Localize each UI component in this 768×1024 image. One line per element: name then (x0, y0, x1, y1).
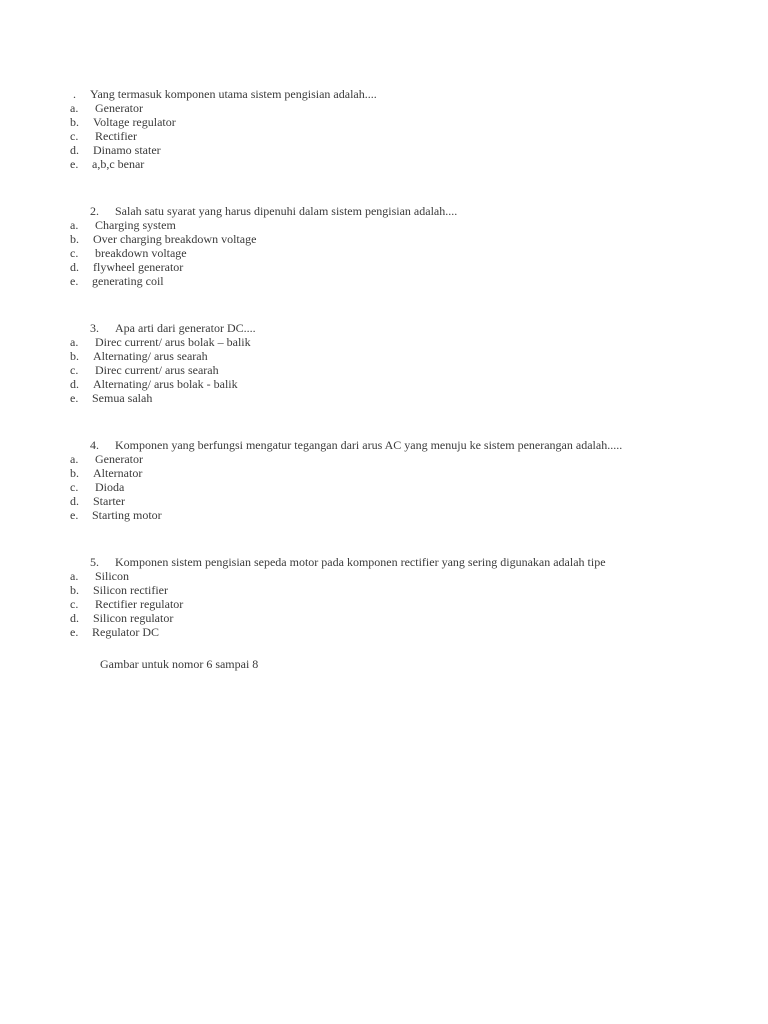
question-text: Salah satu syarat yang harus dipenuhi dalam sistem pengisian adalah.... (115, 204, 458, 218)
option-d (0, 494, 768, 508)
option-letter: a. (70, 335, 79, 349)
option-text: Direc current/ arus bolak – balik (95, 335, 251, 349)
option-letter: e. (70, 391, 79, 405)
option-letter: c. (70, 480, 79, 494)
option-letter: c. (70, 597, 79, 611)
option-a (0, 569, 768, 583)
question-line (0, 87, 768, 101)
option-b (0, 232, 768, 246)
option-d (0, 260, 768, 274)
option-text: Silicon rectifier (93, 583, 168, 597)
option-text: Alternating/ arus searah (93, 349, 208, 363)
option-a (0, 218, 768, 232)
question-text: Apa arti dari generator DC.... (115, 321, 256, 335)
option-letter: e. (70, 157, 79, 171)
question-2 (0, 204, 768, 288)
option-letter: c. (70, 246, 79, 260)
option-c (0, 246, 768, 260)
option-text: Generator (95, 452, 143, 466)
question-number: . (73, 87, 76, 101)
option-b (0, 466, 768, 480)
option-e (0, 274, 768, 288)
option-text: Rectifier regulator (95, 597, 184, 611)
option-letter: e. (70, 274, 79, 288)
option-text: Alternating/ arus bolak - balik (93, 377, 238, 391)
option-e (0, 625, 768, 639)
question-3 (0, 321, 768, 405)
question-number: 3. (90, 321, 99, 335)
option-c (0, 597, 768, 611)
option-b (0, 115, 768, 129)
option-e (0, 391, 768, 405)
option-letter: b. (70, 349, 79, 363)
question-4 (0, 438, 768, 522)
option-letter: a. (70, 452, 79, 466)
option-text: Voltage regulator (93, 115, 176, 129)
option-letter: d. (70, 494, 79, 508)
option-b (0, 349, 768, 363)
option-letter: d. (70, 143, 79, 157)
option-text: Starting motor (92, 508, 162, 522)
option-text: Silicon (95, 569, 130, 583)
option-text: Starter (93, 494, 125, 508)
option-letter: a. (70, 101, 79, 115)
option-letter: d. (70, 377, 79, 391)
option-letter: b. (70, 115, 79, 129)
option-text: Dioda (95, 480, 125, 494)
option-d (0, 143, 768, 157)
question-text: Komponen yang berfungsi mengatur tegangan dari arus AC yang menuju ke sistem penerangan adalah..... (115, 438, 623, 452)
question-text: Komponen sistem pengisian sepeda motor pada komponen rectifier yang sering digunakan adalah tipe (115, 555, 606, 569)
option-letter: a. (70, 218, 79, 232)
option-letter: e. (70, 625, 79, 639)
figure-note: Gambar untuk nomor 6 sampai 8 (100, 657, 259, 671)
option-d (0, 377, 768, 391)
option-text: Rectifier (95, 129, 137, 143)
option-c (0, 480, 768, 494)
option-c (0, 129, 768, 143)
option-text: a,b,c benar (92, 157, 145, 171)
option-letter: c. (70, 129, 79, 143)
option-letter: d. (70, 611, 79, 625)
question-5 (0, 555, 768, 639)
question-line (0, 204, 768, 218)
option-text: Regulator DC (92, 625, 159, 639)
option-letter: c. (70, 363, 79, 377)
option-text: Semua salah (92, 391, 153, 405)
option-text: Direc current/ arus searah (95, 363, 219, 377)
question-text: Yang termasuk komponen utama sistem pengisian adalah.... (90, 87, 377, 101)
question-line (0, 555, 768, 569)
option-letter: b. (70, 466, 79, 480)
option-text: flywheel generator (93, 260, 184, 274)
option-letter: b. (70, 232, 79, 246)
option-text: Silicon regulator (93, 611, 174, 625)
question-number: 2. (90, 204, 99, 218)
option-a (0, 452, 768, 466)
option-e (0, 508, 768, 522)
question-1 (0, 87, 768, 171)
option-a (0, 335, 768, 349)
option-text: Generator (95, 101, 143, 115)
option-e (0, 157, 768, 171)
option-text: Alternator (93, 466, 143, 480)
option-d (0, 611, 768, 625)
question-number: 5. (90, 555, 99, 569)
option-letter: b. (70, 583, 79, 597)
option-letter: a. (70, 569, 79, 583)
question-number: 4. (90, 438, 99, 452)
option-c (0, 363, 768, 377)
option-text: Over charging breakdown voltage (93, 232, 257, 246)
option-text: generating coil (92, 274, 164, 288)
question-line (0, 321, 768, 335)
option-letter: e. (70, 508, 79, 522)
option-b (0, 583, 768, 597)
option-text: breakdown voltage (95, 246, 187, 260)
option-text: Charging system (95, 218, 176, 232)
option-text: Dinamo stater (93, 143, 161, 157)
question-line (0, 438, 768, 452)
option-a (0, 101, 768, 115)
option-letter: d. (70, 260, 79, 274)
